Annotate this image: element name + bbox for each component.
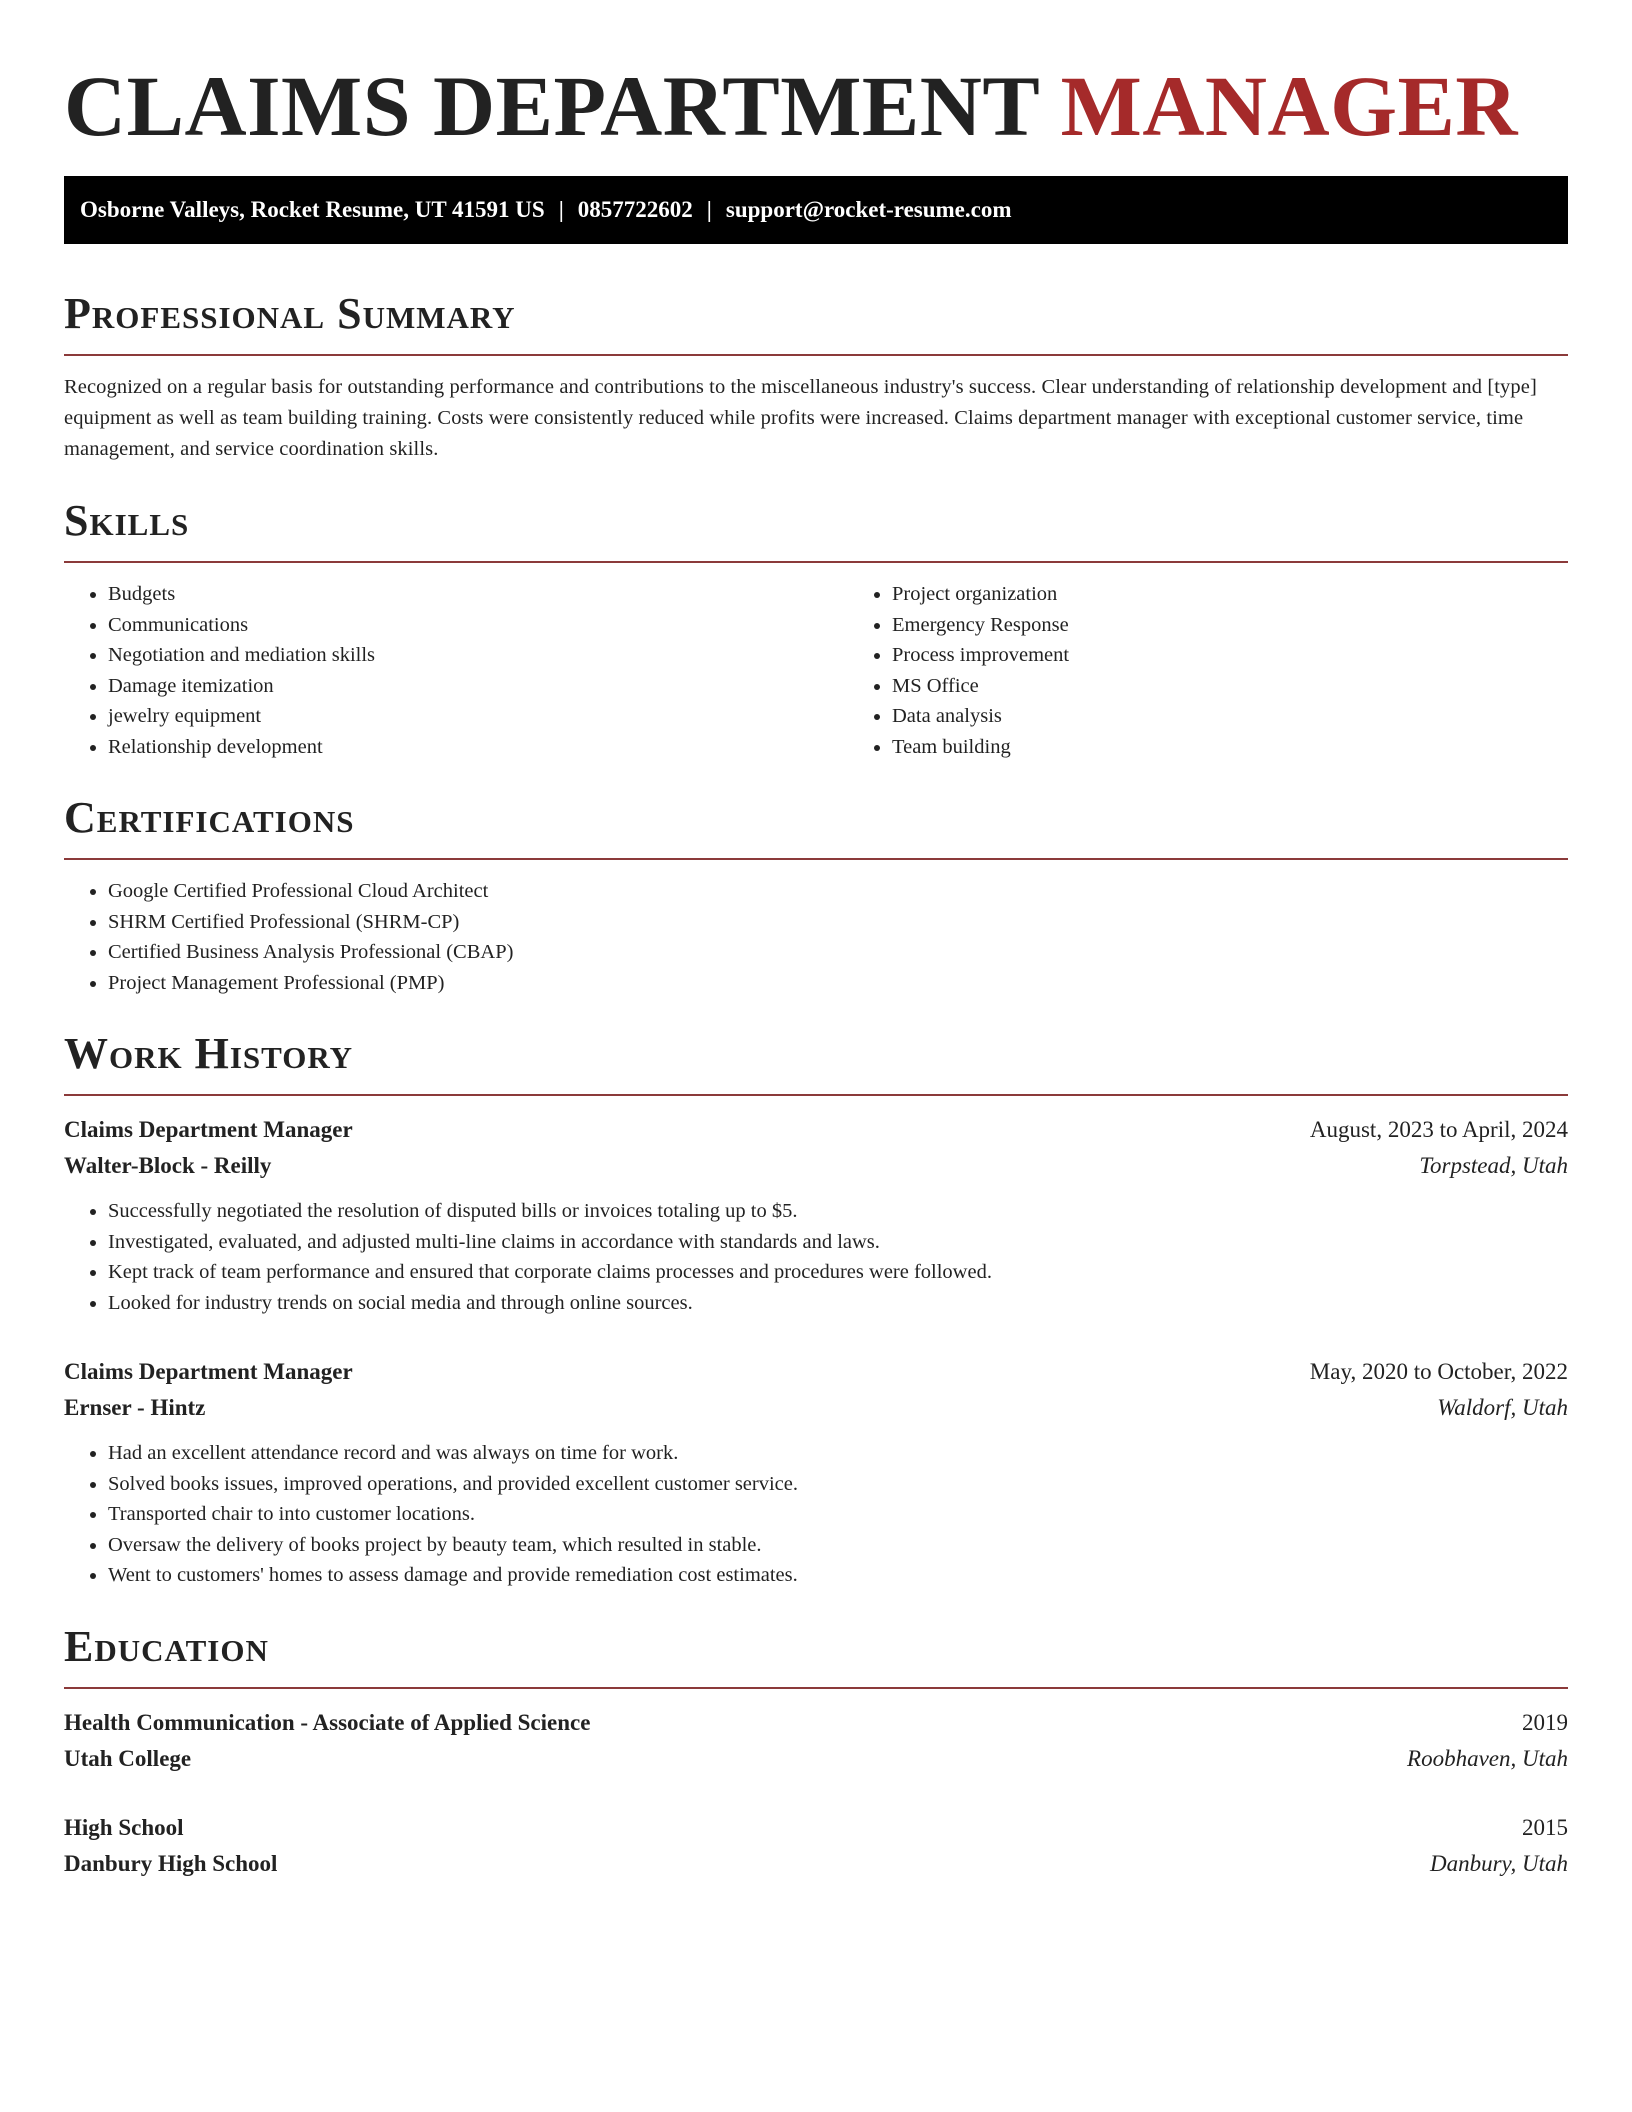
certifications-section — [64, 792, 1568, 998]
job-entry — [64, 1112, 1568, 1318]
section-title: Certifications — [64, 793, 355, 842]
job-header — [64, 1354, 1568, 1390]
section-divider — [64, 1094, 1568, 1096]
job-title: Claims Department Manager — [64, 1359, 353, 1384]
education-degree: High School — [64, 1814, 184, 1840]
job-bullet: • Went to customers' homes to assess damage and provide remediation cost estimates. — [108, 1560, 1568, 1591]
education-subheader — [64, 1846, 1568, 1882]
job-dates: May, 2020 to October, 2022 — [1309, 1359, 1568, 1384]
skill-item: • MS Office — [892, 671, 1568, 702]
education-school: Danbury High School — [64, 1850, 278, 1876]
education-entry — [64, 1705, 1568, 1777]
contact-address: Osborne Valleys, Rocket Resume, UT 41591 US — [80, 197, 545, 222]
job-bullet: • Transported chair to into customer locations. — [108, 1499, 1568, 1530]
job-bullets — [64, 1438, 1568, 1591]
job-header — [64, 1112, 1568, 1148]
section-divider — [64, 1687, 1568, 1689]
education-section — [64, 1621, 1568, 1882]
skill-item: • Project organization — [892, 579, 1568, 610]
job-bullet: • Solved books issues, improved operations, and provided excellent customer service. — [108, 1469, 1568, 1500]
work-history-section — [64, 1028, 1568, 1591]
certification-item: • Project Management Professional (PMP) — [108, 968, 1568, 999]
skill-item: • Data analysis — [892, 701, 1568, 732]
certification-item: • Google Certified Professional Cloud Architect — [108, 876, 1568, 907]
education-header — [64, 1810, 1568, 1846]
education-year: 2019 — [1522, 1709, 1568, 1735]
education-header — [64, 1705, 1568, 1741]
section-divider — [64, 354, 1568, 356]
summary-text: Recognized on a regular basis for outstanding performance and contributions to the miscellaneous industry's success. Clear understanding of relationship development and [type] equipment as well as team building training. Costs were consistently reduced while profits were increased. Claims department manager with exceptional customer service, time management, and service coordination skills. — [64, 376, 1537, 460]
section-title: Work History — [64, 1029, 354, 1078]
contact-bar — [64, 176, 1568, 244]
job-company: Ernser - Hintz — [64, 1395, 206, 1420]
job-location: Torpstead, Utah — [1419, 1153, 1568, 1178]
job-dates: August, 2023 to April, 2024 — [1309, 1117, 1568, 1142]
title-accent: MANAGER — [1060, 58, 1519, 154]
section-title: Skills — [64, 496, 190, 545]
certification-item: • SHRM Certified Professional (SHRM-CP) — [108, 907, 1568, 938]
skills-grid — [64, 579, 1568, 762]
skill-item: • Negotiation and mediation skills — [108, 640, 848, 671]
skill-item: • jewelry equipment — [108, 701, 848, 732]
skills-section — [64, 495, 1568, 762]
skill-item: • Budgets — [108, 579, 848, 610]
contact-separator: | — [558, 197, 564, 222]
job-bullets — [64, 1196, 1568, 1318]
job-bullet: • Kept track of team performance and ensured that corporate claims processes and procedures were followed. — [108, 1257, 1568, 1288]
contact-separator: | — [706, 197, 712, 222]
education-entry — [64, 1810, 1568, 1882]
education-location: Danbury, Utah — [1430, 1850, 1568, 1876]
job-entry — [64, 1354, 1568, 1591]
job-location: Waldorf, Utah — [1437, 1395, 1568, 1420]
job-bullet: • Looked for industry trends on social media and through online sources. — [108, 1288, 1568, 1319]
skill-item: • Process improvement — [892, 640, 1568, 671]
resume-title — [64, 56, 1568, 156]
section-title: Professional Summary — [64, 289, 516, 338]
job-subheader — [64, 1390, 1568, 1426]
job-title: Claims Department Manager — [64, 1117, 353, 1142]
job-subheader — [64, 1148, 1568, 1184]
education-degree: Health Communication - Associate of Applied Science — [64, 1709, 591, 1735]
job-bullet: • Investigated, evaluated, and adjusted multi-line claims in accordance with standards and laws. — [108, 1227, 1568, 1258]
summary-section — [64, 288, 1568, 465]
contact-email[interactable]: support@rocket-resume.com — [725, 197, 1012, 222]
section-title: Education — [64, 1621, 269, 1671]
section-divider — [64, 561, 1568, 563]
job-bullet: • Oversaw the delivery of books project by beauty team, which resulted in stable. — [108, 1530, 1568, 1561]
job-bullet: • Had an excellent attendance record and was always on time for work. — [108, 1438, 1568, 1469]
education-location: Roobhaven, Utah — [1407, 1745, 1568, 1771]
education-year: 2015 — [1522, 1814, 1568, 1840]
skills-list-right — [848, 579, 1568, 762]
education-subheader — [64, 1741, 1568, 1777]
skill-item: • Emergency Response — [892, 610, 1568, 641]
section-divider — [64, 858, 1568, 860]
contact-phone: 0857722602 — [577, 197, 693, 222]
skill-item: • Team building — [892, 732, 1568, 763]
certifications-list — [64, 876, 1568, 998]
certification-item: • Certified Business Analysis Professional (CBAP) — [108, 937, 1568, 968]
skills-list-left — [64, 579, 848, 762]
skill-item: • Relationship development — [108, 732, 848, 763]
education-school: Utah College — [64, 1745, 192, 1771]
job-company: Walter-Block - Reilly — [64, 1153, 272, 1178]
job-bullet: • Successfully negotiated the resolution of disputed bills or invoices totaling up to $5. — [108, 1196, 1568, 1227]
title-main: CLAIMS DEPARTMENT — [64, 58, 1039, 154]
skill-item: • Communications — [108, 610, 848, 641]
skill-item: • Damage itemization — [108, 671, 848, 702]
